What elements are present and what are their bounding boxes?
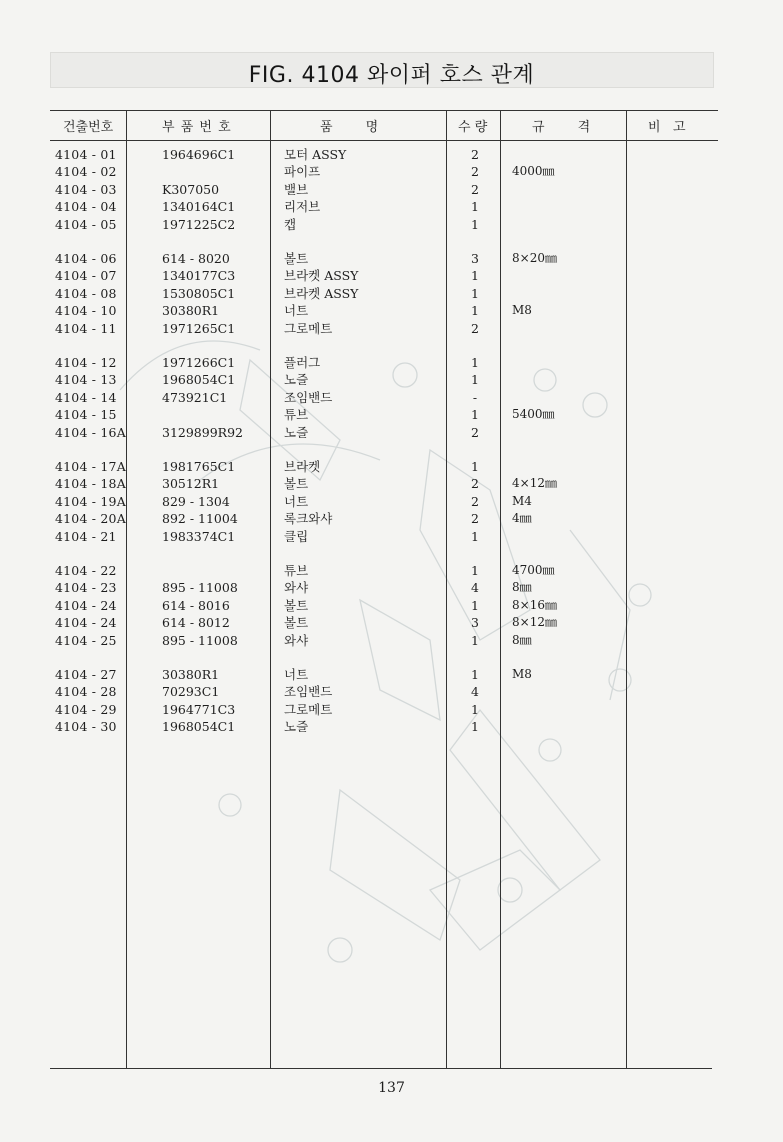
part-name: 브라켓 ASSY xyxy=(284,285,359,301)
part-name: 튜브 xyxy=(284,563,309,578)
quantity: 1 xyxy=(471,199,479,215)
item-number: 4104 - 16A xyxy=(55,424,126,440)
part-name: 그로메트 xyxy=(284,701,333,717)
part-name: 노즐 xyxy=(284,372,309,388)
specification: 4㎜ xyxy=(512,511,532,526)
item-number: 4104 - 05 xyxy=(55,216,117,232)
item-number: 4104 - 01 xyxy=(55,147,117,162)
part-number: 895 - 11008 xyxy=(162,632,238,648)
quantity: 1 xyxy=(471,459,479,474)
quantity: 1 xyxy=(471,667,479,682)
item-number: 4104 - 03 xyxy=(55,181,117,197)
part-name: 조임밴드 xyxy=(284,684,333,700)
header-bottom-rule xyxy=(50,140,718,141)
part-name: 볼트 xyxy=(284,597,309,613)
part-number: 895 - 11008 xyxy=(162,580,238,596)
part-number: 614 - 8020 xyxy=(162,251,230,266)
part-name: 노즐 xyxy=(284,719,309,735)
part-number: 1340164C1 xyxy=(162,199,236,215)
part-number: 1981765C1 xyxy=(162,459,236,474)
table-row xyxy=(0,406,783,423)
quantity: 4 xyxy=(471,580,479,596)
part-number: 1983374C1 xyxy=(162,528,236,544)
table-row xyxy=(0,718,783,735)
item-number: 4104 - 18A xyxy=(55,476,126,492)
table-row xyxy=(0,389,783,406)
table-row xyxy=(0,163,783,180)
part-name: 노즐 xyxy=(284,424,309,440)
header-part-number: 부 품 번 호 xyxy=(162,120,232,135)
specification: M8 xyxy=(512,667,532,681)
quantity: 1 xyxy=(471,597,479,613)
quantity: 1 xyxy=(471,407,479,423)
item-number: 4104 - 19A xyxy=(55,493,126,509)
quantity: 1 xyxy=(471,285,479,301)
part-number: 1971266C1 xyxy=(162,355,236,370)
part-name: 브라켓 xyxy=(284,459,321,474)
table-row xyxy=(0,267,783,284)
table-row xyxy=(0,320,783,337)
item-number: 4104 - 22 xyxy=(55,563,117,578)
item-number: 4104 - 12 xyxy=(55,355,117,370)
item-number: 4104 - 25 xyxy=(55,632,117,648)
quantity: 2 xyxy=(471,147,479,162)
item-number: 4104 - 30 xyxy=(55,719,117,735)
part-name: 클립 xyxy=(284,528,309,544)
page-title: FIG. 4104 와이퍼 호스 관계 xyxy=(248,63,535,88)
specification: 4000㎜ xyxy=(512,164,555,179)
specification: M8 xyxy=(512,303,532,318)
table-row xyxy=(0,250,783,267)
part-name: 밸브 xyxy=(284,181,309,197)
part-name: 너트 xyxy=(284,667,309,682)
specification: 4700㎜ xyxy=(512,563,555,577)
header-no: 건출번호 xyxy=(63,120,114,135)
part-name: 모터 ASSY xyxy=(284,147,347,162)
part-name: 와샤 xyxy=(284,632,309,648)
item-number: 4104 - 07 xyxy=(55,268,117,284)
page-number: 137 xyxy=(378,1080,405,1096)
part-name: 너트 xyxy=(284,303,309,319)
quantity: 1 xyxy=(471,355,479,370)
item-number: 4104 - 02 xyxy=(55,164,117,180)
table-row xyxy=(0,528,783,545)
part-name: 파이프 xyxy=(284,164,321,180)
table-row xyxy=(0,458,783,475)
item-number: 4104 - 24 xyxy=(55,615,117,631)
table-row xyxy=(0,302,783,319)
part-name: 그로메트 xyxy=(284,320,333,336)
quantity: 2 xyxy=(471,320,479,336)
header-qty: 수 량 xyxy=(458,120,488,135)
item-number: 4104 - 27 xyxy=(55,667,117,682)
specification: 8㎜ xyxy=(512,632,532,647)
table-row xyxy=(0,666,783,683)
item-number: 4104 - 17A xyxy=(55,459,126,474)
part-number: 1530805C1 xyxy=(162,285,236,301)
part-name: 조임밴드 xyxy=(284,389,333,405)
table-row xyxy=(0,614,783,631)
table-top-rule xyxy=(50,110,718,111)
item-number: 4104 - 24 xyxy=(55,597,117,613)
part-name: 튜브 xyxy=(284,407,309,423)
table-row xyxy=(0,510,783,527)
specification: 4×12㎜ xyxy=(512,476,557,491)
quantity: 2 xyxy=(471,493,479,509)
quantity: 3 xyxy=(471,251,479,266)
quantity: 2 xyxy=(471,164,479,180)
table-bottom-rule xyxy=(50,1068,712,1069)
specification: 8×12㎜ xyxy=(512,615,557,630)
specification: 8×16㎜ xyxy=(512,597,557,612)
quantity: 1 xyxy=(471,632,479,648)
quantity: 3 xyxy=(471,615,479,631)
table-row xyxy=(0,371,783,388)
quantity: - xyxy=(472,389,478,405)
item-number: 4104 - 28 xyxy=(55,684,117,700)
part-number: 1964696C1 xyxy=(162,147,236,162)
quantity: 2 xyxy=(471,181,479,197)
part-number: 1971265C1 xyxy=(162,320,236,336)
part-name: 캡 xyxy=(284,216,297,232)
table-row xyxy=(0,198,783,215)
header-note: 비 고 xyxy=(648,120,686,135)
part-number: 3129899R92 xyxy=(162,424,243,440)
quantity: 1 xyxy=(471,528,479,544)
part-name: 플러그 xyxy=(284,355,321,370)
quantity: 1 xyxy=(471,719,479,735)
part-name: 볼트 xyxy=(284,251,309,266)
quantity: 1 xyxy=(471,563,479,578)
table-row xyxy=(0,181,783,198)
item-number: 4104 - 13 xyxy=(55,372,117,388)
quantity: 1 xyxy=(471,701,479,717)
table-row xyxy=(0,597,783,614)
part-number: 1968054C1 xyxy=(162,719,236,735)
quantity: 1 xyxy=(471,303,479,319)
part-number: 1964771C3 xyxy=(162,701,236,717)
item-number: 4104 - 08 xyxy=(55,285,117,301)
table-row xyxy=(0,632,783,649)
table-row xyxy=(0,424,783,441)
part-number: 473921C1 xyxy=(162,389,228,405)
table-row xyxy=(0,562,783,579)
table-row xyxy=(0,354,783,371)
table-row xyxy=(0,146,783,163)
part-number: 614 - 8016 xyxy=(162,597,230,613)
part-number: 1340177C3 xyxy=(162,268,236,284)
quantity: 2 xyxy=(471,424,479,440)
item-number: 4104 - 10 xyxy=(55,303,117,319)
part-number: 892 - 11004 xyxy=(162,511,238,527)
part-number: 30512R1 xyxy=(162,476,220,492)
part-number: 30380R1 xyxy=(162,667,220,682)
item-number: 4104 - 11 xyxy=(55,320,117,336)
quantity: 1 xyxy=(471,372,479,388)
header-spec: 규 격 xyxy=(532,120,591,135)
part-name: 리저브 xyxy=(284,199,321,215)
part-number: 30380R1 xyxy=(162,303,220,319)
part-name: 볼트 xyxy=(284,615,309,631)
quantity: 2 xyxy=(471,511,479,527)
table-row xyxy=(0,683,783,700)
item-number: 4104 - 06 xyxy=(55,251,117,266)
item-number: 4104 - 15 xyxy=(55,407,117,423)
part-number: 829 - 1304 xyxy=(162,493,230,509)
table-row xyxy=(0,579,783,596)
header-part-name: 품 명 xyxy=(320,120,379,135)
item-number: 4104 - 04 xyxy=(55,199,117,215)
quantity: 2 xyxy=(471,476,479,492)
part-number: 70293C1 xyxy=(162,684,220,700)
part-number: 614 - 8012 xyxy=(162,615,230,631)
item-number: 4104 - 29 xyxy=(55,701,117,717)
specification: M4 xyxy=(512,493,532,508)
table-row xyxy=(0,493,783,510)
part-name: 록크와샤 xyxy=(284,511,333,527)
table-row xyxy=(0,285,783,302)
table-row xyxy=(0,216,783,233)
item-number: 4104 - 23 xyxy=(55,580,117,596)
specification: 8㎜ xyxy=(512,580,532,595)
quantity: 4 xyxy=(471,684,479,700)
item-number: 4104 - 14 xyxy=(55,389,117,405)
part-name: 브라켓 ASSY xyxy=(284,268,359,284)
quantity: 1 xyxy=(471,216,479,232)
item-number: 4104 - 20A xyxy=(55,511,126,527)
part-name: 와샤 xyxy=(284,580,309,596)
table-row xyxy=(0,701,783,718)
part-number: 1968054C1 xyxy=(162,372,236,388)
specification: 8×20㎜ xyxy=(512,251,557,265)
part-name: 너트 xyxy=(284,493,309,509)
part-number: 1971225C2 xyxy=(162,216,236,232)
part-number: K307050 xyxy=(162,181,220,197)
table-row xyxy=(0,475,783,492)
part-name: 볼트 xyxy=(284,476,309,492)
quantity: 1 xyxy=(471,268,479,284)
item-number: 4104 - 21 xyxy=(55,528,117,544)
specification: 5400㎜ xyxy=(512,407,555,422)
